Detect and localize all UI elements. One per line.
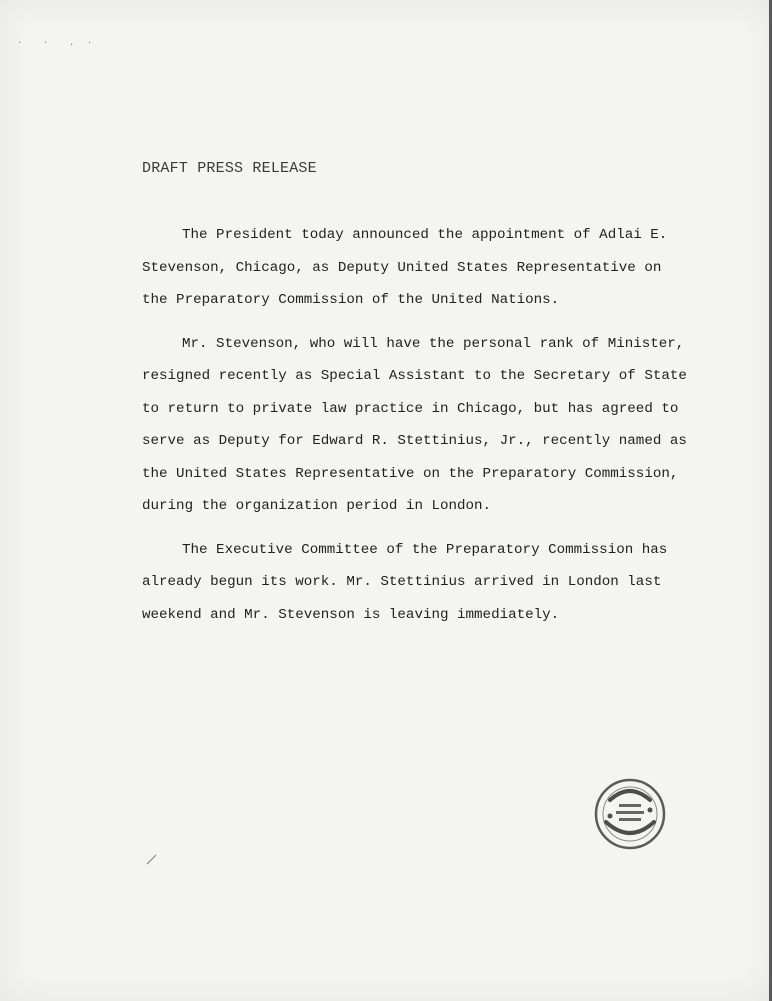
scan-speck: · — [18, 38, 22, 49]
document-body — [142, 226, 687, 649]
text-line: Stevenson, Chicago, as Deputy United States Representative on — [142, 259, 662, 276]
archive-stamp-icon — [592, 776, 668, 852]
scan-speck: · — [70, 40, 74, 51]
text-line: Mr. Stevenson, who will have the personal rank of Minister, — [182, 335, 685, 352]
paragraph-3 — [142, 541, 668, 639]
scan-speck: · — [88, 38, 92, 49]
text-line: weekend and Mr. Stevenson is leaving immediately. — [142, 606, 560, 623]
text-line: to return to private law practice in Chicago, but has agreed to — [142, 400, 679, 417]
document-heading: DRAFT PRESS RELEASE — [142, 160, 317, 177]
text-line: during the organization period in London. — [142, 498, 492, 514]
paragraph-1 — [142, 226, 668, 324]
paragraph-2 — [142, 335, 687, 530]
text-line: The President today announced the appointment of Adlai E. — [182, 227, 668, 243]
text-line: the United States Representative on the Preparatory Commission, — [142, 465, 679, 482]
text-line: resigned recently as Special Assistant to the Secretary of State — [142, 368, 687, 384]
text-line: already begun its work. Mr. Stettinius arrived in London last — [142, 574, 662, 590]
text-line: serve as Deputy for Edward R. Stettinius, Jr., recently named as — [142, 433, 687, 449]
text-line: The Executive Committee of the Preparatory Commission has — [182, 541, 668, 558]
stray-pen-mark-icon — [145, 852, 159, 866]
text-line: the Preparatory Commission of the United Nations. — [142, 292, 560, 308]
scan-speck: · — [44, 38, 48, 49]
